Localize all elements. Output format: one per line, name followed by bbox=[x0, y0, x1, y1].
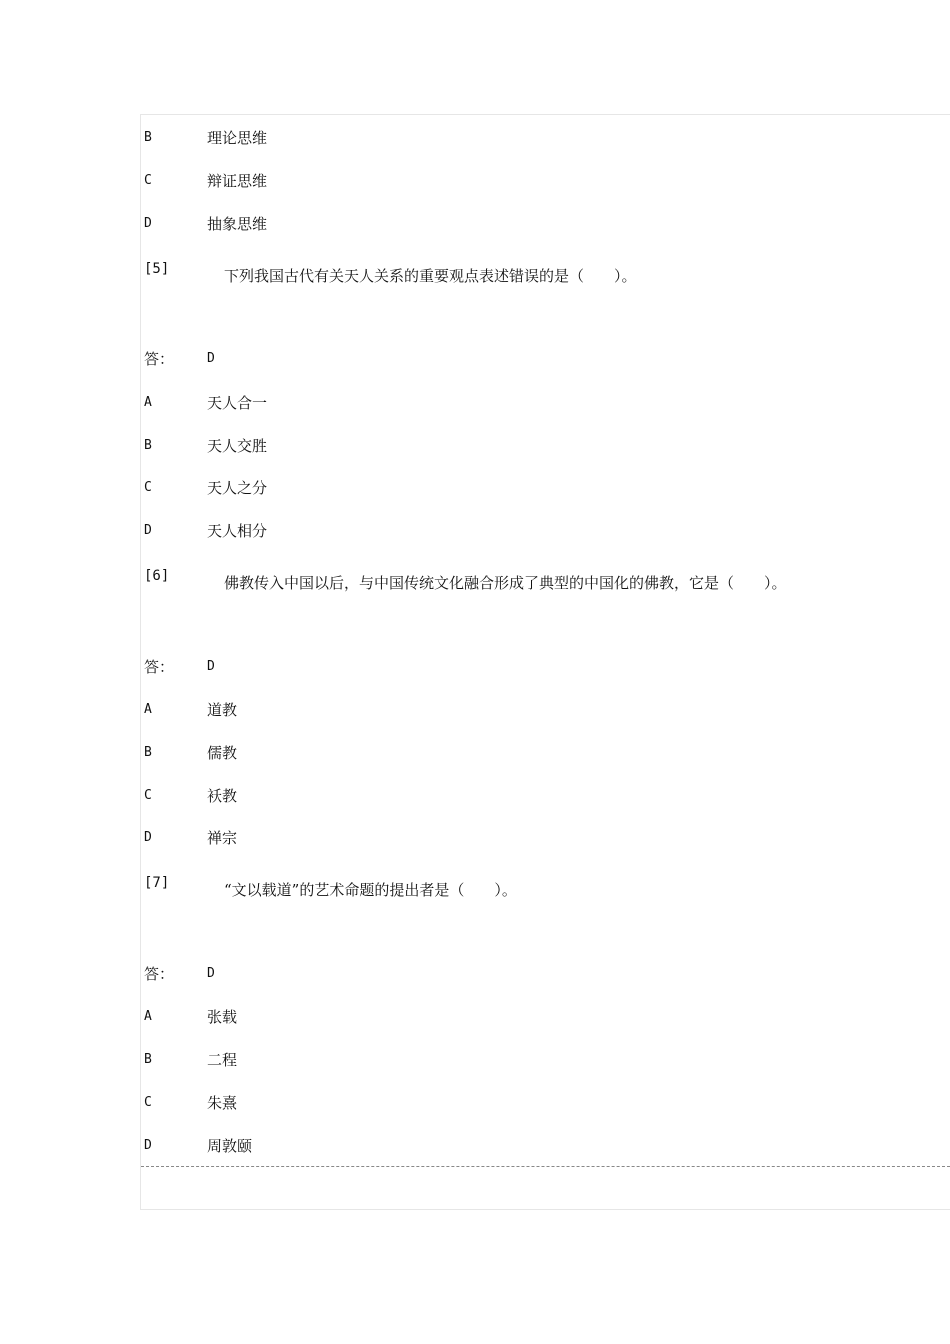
option-key: D bbox=[144, 1138, 152, 1153]
option-key: B bbox=[144, 438, 152, 453]
option-text: 辩证思维 bbox=[207, 172, 268, 190]
dashed-separator bbox=[141, 1166, 950, 1167]
answer-label: 答： bbox=[144, 965, 175, 983]
option-key: B bbox=[144, 130, 152, 145]
option-key: C bbox=[144, 788, 152, 803]
option-text: 天人相分 bbox=[207, 522, 268, 540]
option-text: 儒教 bbox=[207, 744, 238, 762]
option-text: 朱熹 bbox=[207, 1094, 238, 1112]
answer-value: D bbox=[207, 351, 215, 366]
option-key: B bbox=[144, 1052, 152, 1067]
option-key: C bbox=[144, 1095, 152, 1110]
answer-label: 答： bbox=[144, 350, 175, 368]
option-key: A bbox=[144, 395, 152, 410]
option-text: 理论思维 bbox=[207, 129, 268, 147]
answer-value: D bbox=[207, 659, 215, 674]
question-text: “文以载道”的艺术命题的提出者是（ ）。 bbox=[224, 881, 517, 899]
question-number: [5] bbox=[144, 261, 170, 277]
option-text: 天人合一 bbox=[207, 394, 268, 412]
option-text: 天人之分 bbox=[207, 479, 268, 497]
option-text: 抽象思维 bbox=[207, 215, 268, 233]
option-text: 袄教 bbox=[207, 787, 238, 805]
option-key: D bbox=[144, 216, 152, 231]
option-text: 周敦颐 bbox=[207, 1137, 253, 1155]
option-text: 天人交胜 bbox=[207, 437, 268, 455]
option-key: C bbox=[144, 173, 152, 188]
question-text: 佛教传入中国以后，与中国传统文化融合形成了典型的中国化的佛教，它是（ ）。 bbox=[224, 574, 787, 592]
option-text: 二程 bbox=[207, 1051, 238, 1069]
option-text: 道教 bbox=[207, 701, 238, 719]
option-key: D bbox=[144, 523, 152, 538]
option-key: A bbox=[144, 702, 152, 717]
option-key: A bbox=[144, 1009, 152, 1024]
option-key: C bbox=[144, 480, 152, 495]
option-key: D bbox=[144, 830, 152, 845]
option-text: 张载 bbox=[207, 1008, 238, 1026]
option-key: B bbox=[144, 745, 152, 760]
answer-value: D bbox=[207, 966, 215, 981]
question-text: 下列我国古代有关天人关系的重要观点表述错误的是（ ）。 bbox=[224, 267, 637, 285]
option-text: 禅宗 bbox=[207, 829, 238, 847]
question-number: [7] bbox=[144, 875, 170, 891]
question-number: [6] bbox=[144, 568, 170, 584]
answer-label: 答： bbox=[144, 658, 175, 676]
